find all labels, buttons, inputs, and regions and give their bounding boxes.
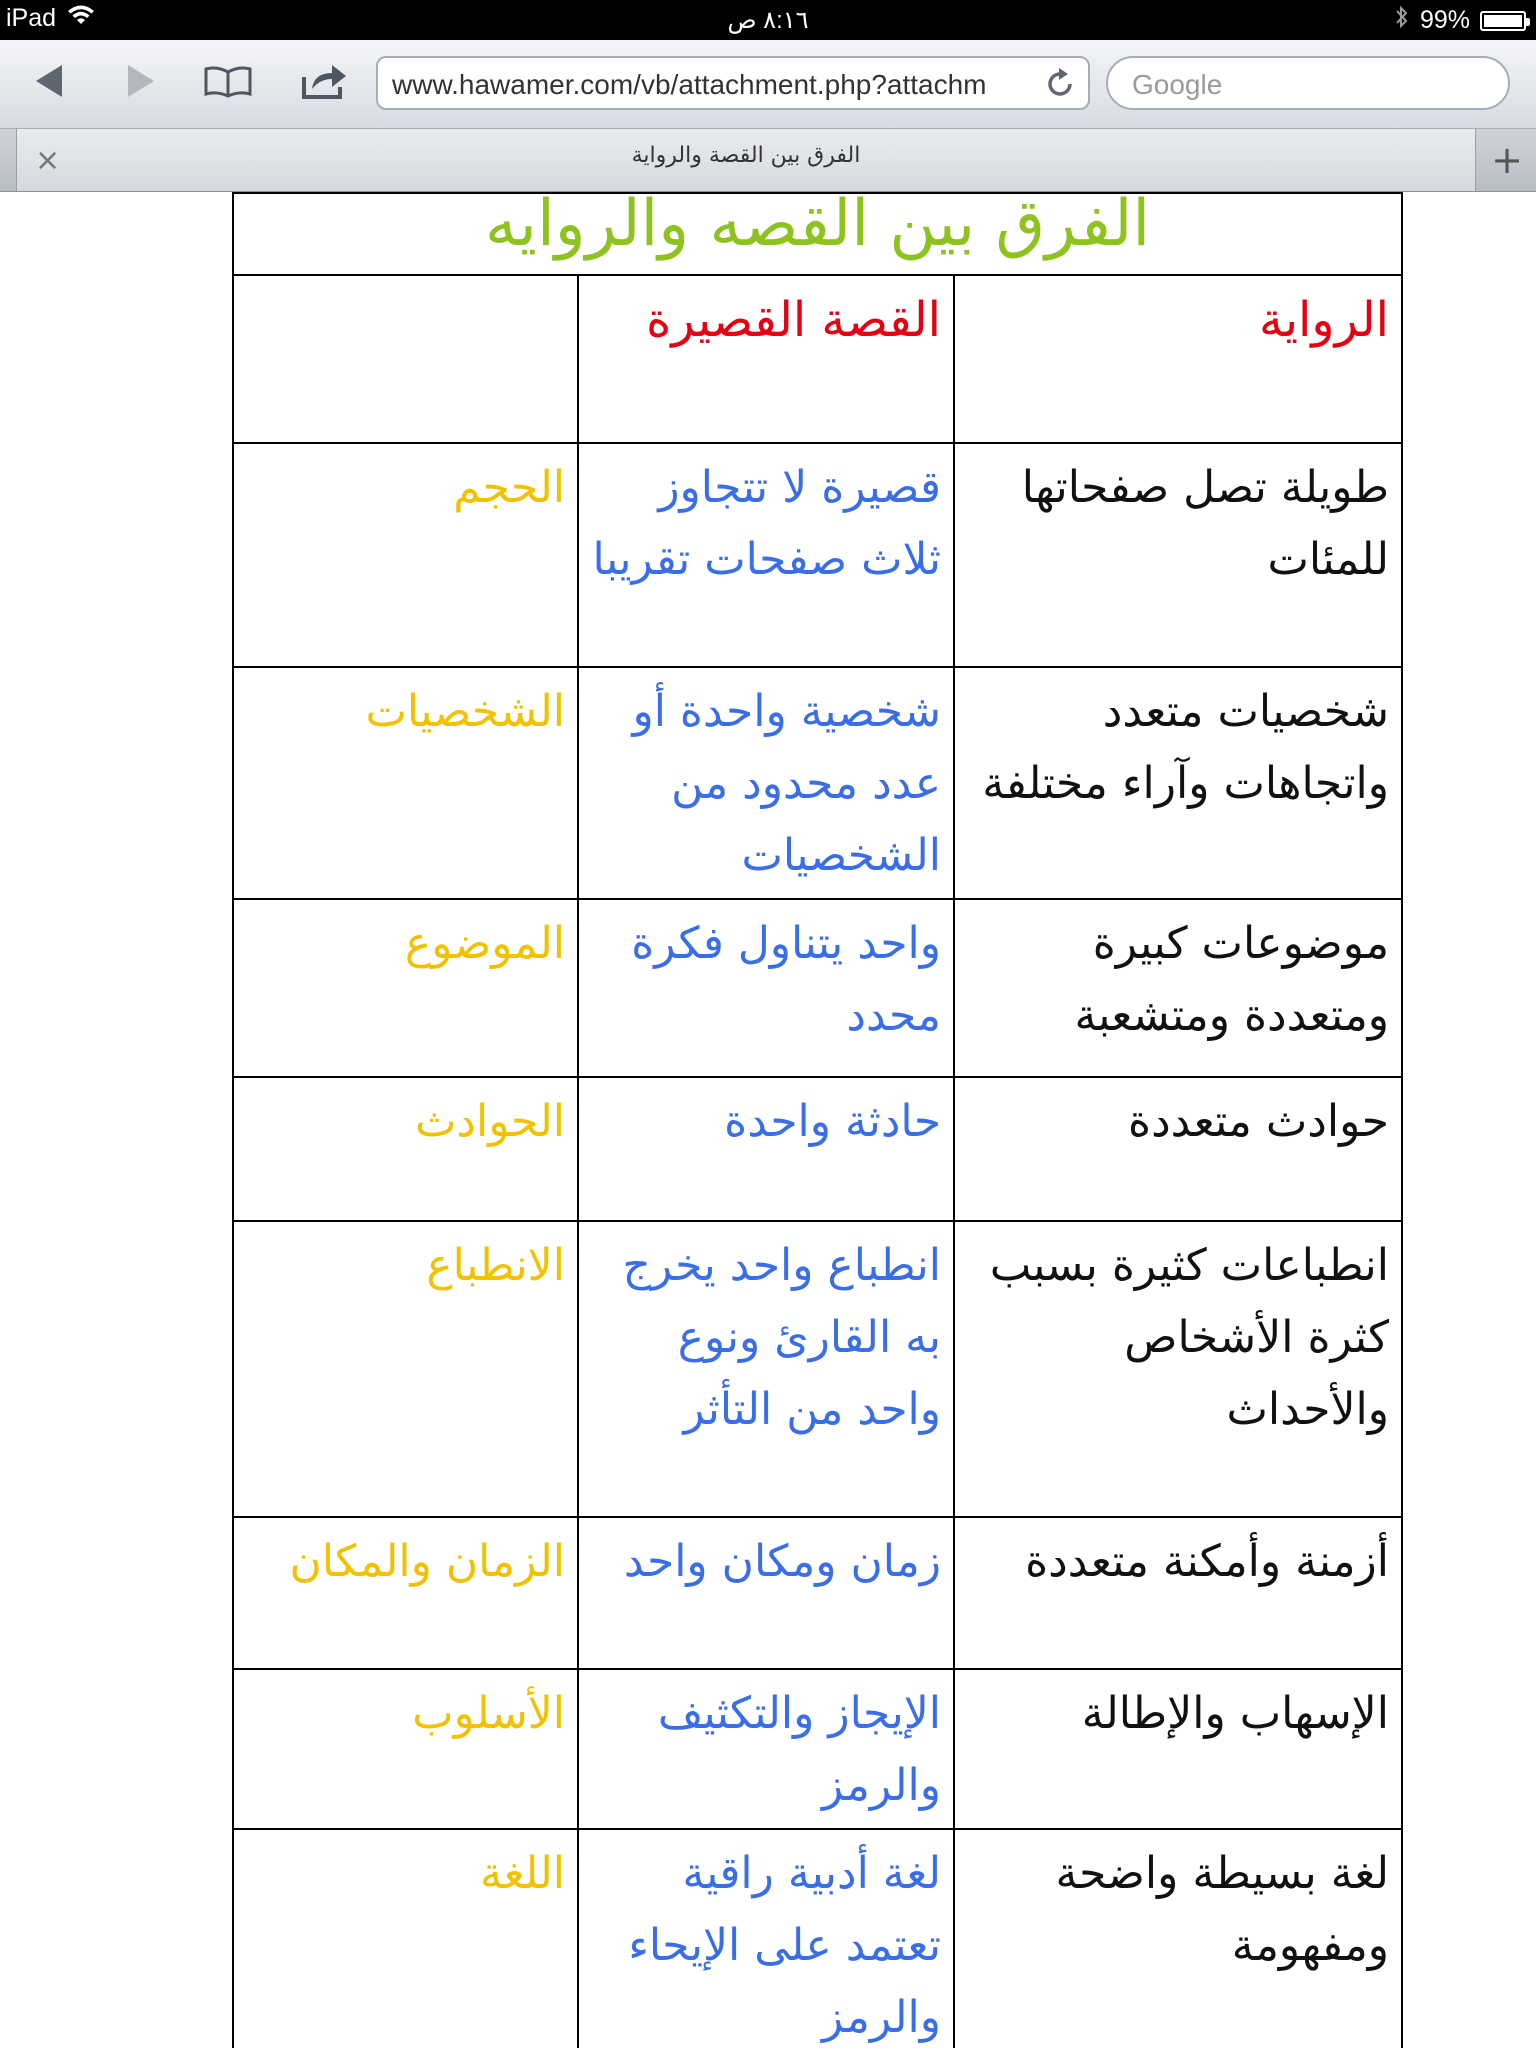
comparison-table-wrapper xyxy=(232,192,1401,2048)
page-content xyxy=(0,192,1536,2048)
novel-cell: موضوعات كبيرة ومتعددة ومتشعبة xyxy=(954,899,1402,1077)
tab-strip xyxy=(0,129,1536,192)
story-cell: لغة أدبية راقية تعتمد على الإيحاء والرمز xyxy=(578,1829,954,2048)
bluetooth-icon xyxy=(1394,4,1410,37)
header-short-story: القصة القصيرة xyxy=(578,275,954,443)
close-icon[interactable]: × xyxy=(35,143,61,178)
header-aspect xyxy=(233,275,578,443)
aspect-cell: الحجم xyxy=(233,443,578,667)
battery-icon xyxy=(1480,11,1526,31)
aspect-cell: الحوادث xyxy=(233,1077,578,1221)
clock: ٨:١٦ ص xyxy=(727,7,809,34)
table-row xyxy=(233,1517,1402,1669)
plus-icon: + xyxy=(1491,138,1523,182)
tab-active[interactable] xyxy=(16,129,1476,191)
back-button[interactable] xyxy=(26,60,72,106)
comparison-table xyxy=(232,192,1403,2048)
table-row xyxy=(233,443,1402,667)
story-cell: قصيرة لا تتجاوز ثلاث صفحات تقريبا xyxy=(578,443,954,667)
novel-cell: شخصيات متعدد واتجاهات وآراء مختلفة xyxy=(954,667,1402,899)
new-tab-button[interactable] xyxy=(1478,129,1536,191)
story-cell: الإيجاز والتكثيف والرمز xyxy=(578,1669,954,1829)
bookmarks-button[interactable] xyxy=(200,60,256,106)
novel-cell: طويلة تصل صفحاتها للمئات xyxy=(954,443,1402,667)
header-novel: الرواية xyxy=(954,275,1402,443)
story-cell: حادثة واحدة xyxy=(578,1077,954,1221)
search-field[interactable] xyxy=(1106,56,1510,110)
back-arrow-icon xyxy=(32,63,66,103)
table-row xyxy=(233,667,1402,899)
story-cell: انطباع واحد يخرج به القارئ ونوع واحد من التأثر xyxy=(578,1221,954,1517)
status-bar xyxy=(0,0,1536,40)
novel-cell: انطباعات كثيرة بسبب كثرة الأشخاص والأحداث xyxy=(954,1221,1402,1517)
story-cell: شخصية واحدة أو عدد محدود من الشخصيات xyxy=(578,667,954,899)
title-row xyxy=(233,193,1402,275)
novel-cell: الإسهاب والإطالة xyxy=(954,1669,1402,1829)
browser-toolbar xyxy=(0,40,1536,129)
novel-cell: أزمنة وأمكنة متعددة xyxy=(954,1517,1402,1669)
table-row xyxy=(233,1669,1402,1829)
address-bar[interactable] xyxy=(376,56,1090,110)
aspect-cell: اللغة xyxy=(233,1829,578,2048)
device-label: iPad xyxy=(6,4,57,32)
novel-cell: حوادث متعددة xyxy=(954,1077,1402,1221)
table-row xyxy=(233,899,1402,1077)
header-row xyxy=(233,275,1402,443)
story-cell: واحد يتناول فكرة محدد xyxy=(578,899,954,1077)
aspect-cell: الزمان والمكان xyxy=(233,1517,578,1669)
battery-percent: 99% xyxy=(1419,6,1470,34)
url-text: www.hawamer.com/vb/attachment.php?attachm xyxy=(392,69,987,100)
share-icon xyxy=(300,61,348,105)
search-placeholder: Google xyxy=(1132,69,1223,100)
novel-cell: لغة بسيطة واضحة ومفهومة xyxy=(954,1829,1402,2048)
forward-button[interactable] xyxy=(118,60,164,106)
book-icon xyxy=(203,64,253,102)
aspect-cell: الانطباع xyxy=(233,1221,578,1517)
page-title: الفرق بين القصه والروايه xyxy=(233,193,1402,275)
table-row xyxy=(233,1221,1402,1517)
aspect-cell: الأسلوب xyxy=(233,1669,578,1829)
share-button[interactable] xyxy=(296,60,352,106)
aspect-cell: الموضوع xyxy=(233,899,578,1077)
table-row xyxy=(233,1829,1402,2048)
aspect-cell: الشخصيات xyxy=(233,667,578,899)
reload-icon[interactable] xyxy=(1046,68,1076,107)
tab-title: الفرق بين القصة والرواية xyxy=(631,143,861,168)
story-cell: زمان ومكان واحد xyxy=(578,1517,954,1669)
forward-arrow-icon xyxy=(124,63,158,103)
table-row xyxy=(233,1077,1402,1221)
